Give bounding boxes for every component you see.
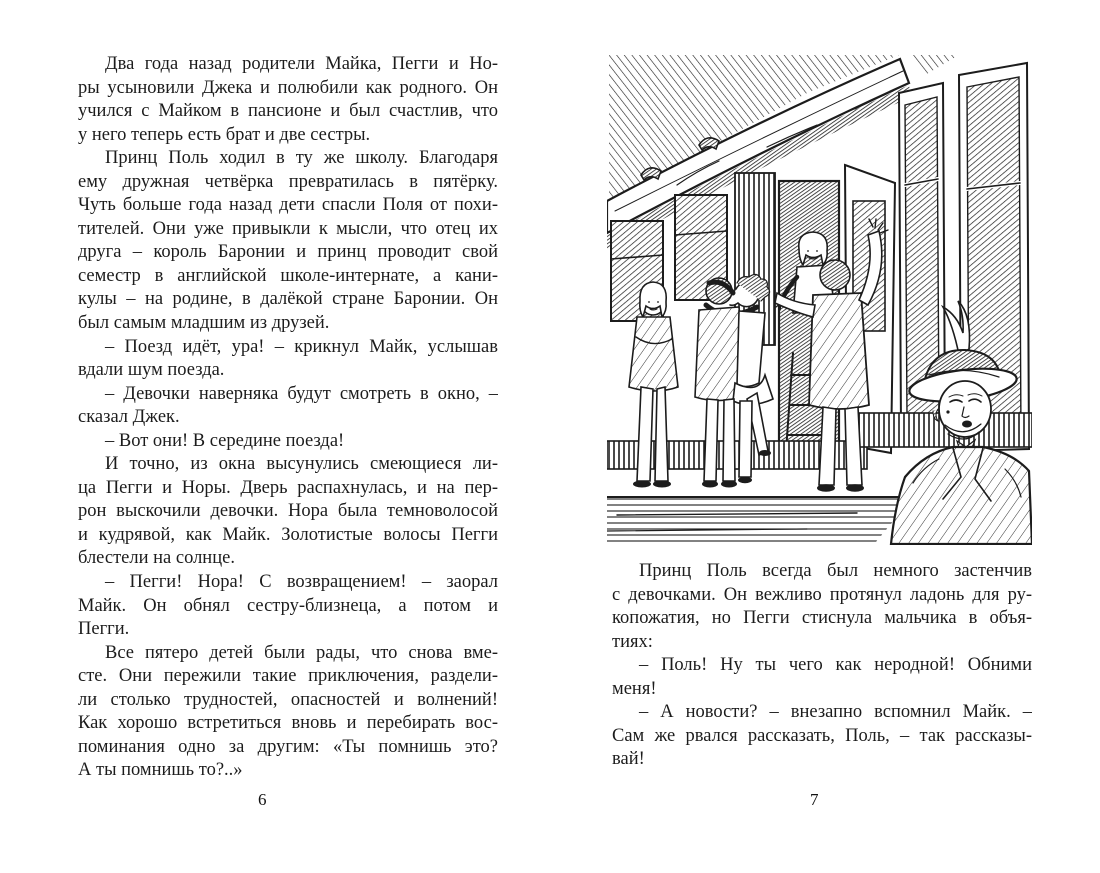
text-line: сказал Джек. xyxy=(78,407,180,428)
right-page-text xyxy=(612,560,1032,772)
page-number-right: 7 xyxy=(810,790,819,809)
text-line: Майк. Он обнял сестру-близнеца, а потом и xyxy=(78,595,498,616)
text-line: – Девочки наверняка будут смотреть в окно, – xyxy=(105,383,498,404)
page-number-left: 6 xyxy=(258,790,267,809)
text-line: учился с Майком в пансионе и был счастлив, что xyxy=(78,101,498,122)
text-line: ры усыновили Джека и полюбили как родного. Он xyxy=(78,77,498,98)
text-line: – Вот они! В середине поезда! xyxy=(105,430,345,451)
text-line: блестели на солнце. xyxy=(78,548,235,569)
text-line: ца Пегги и Норы. Дверь распахнулась, и на пер- xyxy=(78,477,498,498)
text-line: у него теперь есть брат и две сестры. xyxy=(78,124,371,145)
text-line: Пегги. xyxy=(78,619,130,640)
text-line: – А новости? – внезапно вспомнил Майк. – xyxy=(639,702,1032,723)
text-line: – Поезд идёт, ура! – крикнул Майк, услышав xyxy=(105,336,498,357)
train-platform-illustration xyxy=(607,53,1032,545)
text-line: – Поль! Ну ты чего как неродной! Обними xyxy=(639,655,1032,676)
text-line: копожатия, но Пегги стиснула мальчика в объя- xyxy=(612,608,1032,629)
text-line: поминания одно за другим: «Ты помнишь это? xyxy=(78,736,498,757)
text-line: ли столько трудностей, опасностей и волнений! xyxy=(78,689,498,710)
text-line: тителей. Они уже привыкли к мысли, что отец их xyxy=(78,218,498,239)
text-line: и кудрявой, как Майк. Золотистые волосы Пегги xyxy=(78,524,498,545)
text-line: Чуть больше года назад дети спасли Поля от похи- xyxy=(78,195,498,216)
text-line: И точно, из окна высунулись смеющиеся ли- xyxy=(105,454,498,475)
text-line: Принц Поль ходил в ту же школу. Благодаря xyxy=(105,148,498,169)
text-line: семестр в английской школе-интернате, а кани- xyxy=(78,265,498,286)
text-line: тиях: xyxy=(612,631,653,652)
text-line: Все пятеро детей были рады, что снова вме- xyxy=(105,642,498,663)
text-line: друга – король Баронии и принц проводит свой xyxy=(78,242,498,263)
text-line: Принц Поль всегда был немного застенчив xyxy=(639,561,1032,581)
text-line: был самым младшим из друзей. xyxy=(78,313,330,334)
text-line: Два года назад родители Майка, Пегги и Но- xyxy=(105,54,498,74)
text-line: кулы – на родине, в далёкой стране Баронии. Он xyxy=(78,289,498,310)
text-line: ему дружная четвёрка превратилась в пятёрку. xyxy=(78,171,498,192)
text-line: – Пегги! Нора! С возвращением! – заорал xyxy=(105,572,498,593)
text-line: меня! xyxy=(612,678,657,699)
text-line: Сам же рвался рассказать, Поль, – так рассказы- xyxy=(612,725,1032,746)
text-line: вай! xyxy=(612,749,645,770)
left-page-text xyxy=(78,53,498,783)
text-line: с девочками. Он вежливо протянул ладонь для ру- xyxy=(612,584,1032,605)
text-line: рон выскочили девочки. Нора была темноволосой xyxy=(78,501,498,522)
text-line: вдали шум поезда. xyxy=(78,360,225,381)
text-line: А ты помнишь то?..» xyxy=(78,760,243,781)
text-line: сте. Они пережили такие приключения, раздели- xyxy=(78,666,498,687)
text-line: Как хорошо встретиться вновь и перебирать вос- xyxy=(78,713,498,734)
